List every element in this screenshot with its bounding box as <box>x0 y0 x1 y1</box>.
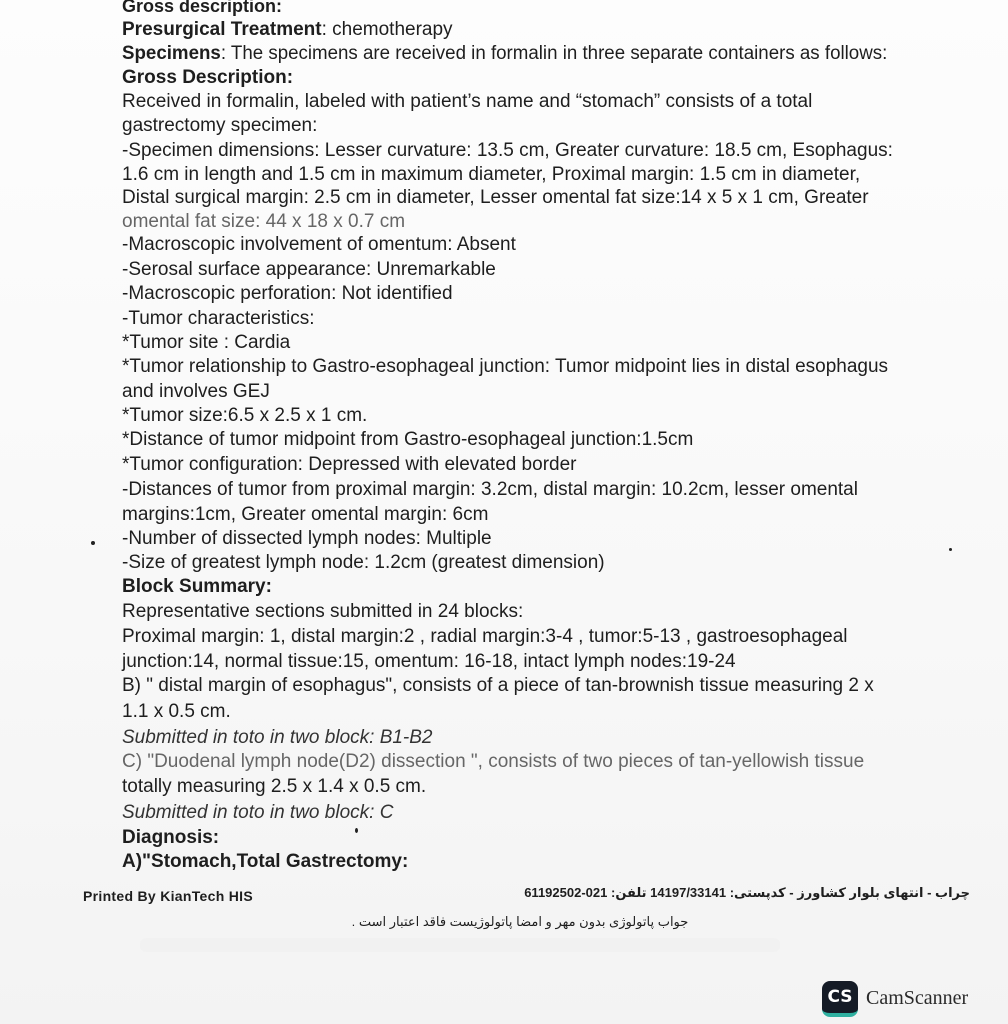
text-line: Proximal margin: 1, distal margin:2 , radial margin:3-4 , tumor:5-13 , gastroesophageal <box>122 626 848 647</box>
text-line: -Serosal surface appearance: Unremarkable <box>122 259 496 280</box>
text-line: -Tumor characteristics: <box>122 308 315 329</box>
scan-smudge <box>140 938 780 952</box>
text-line: -Number of dissected lymph nodes: Multiple <box>122 528 492 549</box>
text-line: C) "Duodenal lymph node(D2) dissection ", consists of two pieces of tan-yellowish tissue <box>122 751 865 772</box>
text-line: *Tumor site : Cardia <box>122 332 291 353</box>
text-line: *Tumor size:6.5 x 2.5 x 1 cm. <box>122 405 368 426</box>
validity-note: جواب پاتولوژی بدون مهر و امضا پاتولوژیست فاقد اعتبار است . <box>351 914 689 929</box>
diagnosis-heading: Diagnosis: <box>122 827 220 848</box>
scan-speck <box>355 828 358 833</box>
text-line: totally measuring 2.5 x 1.4 x 0.5 cm. <box>122 776 427 797</box>
text-line: *Tumor configuration: Depressed with elevated border <box>122 454 577 475</box>
text-line: *Distance of tumor midpoint from Gastro-esophageal junction:1.5cm <box>122 429 694 450</box>
block-summary-heading: Block Summary: <box>122 576 272 597</box>
address-footer: چراب - انتهای بلوار کشاورز - کدپستی: 14197/33141 تلفن: 021-61192502 <box>524 885 970 900</box>
diagnosis-line: A)"Stomach,Total Gastrectomy: <box>122 851 409 872</box>
text-line: gastrectomy specimen: <box>122 115 318 136</box>
text-line: margins:1cm, Greater omental margin: 6cm <box>122 504 489 525</box>
camscanner-logo: CS <box>822 981 858 1017</box>
camscanner-watermark: CamScanner <box>866 987 969 1009</box>
text-line: -Specimen dimensions: Lesser curvature: 13.5 cm, Greater curvature: 18.5 cm, Esophagus: <box>122 140 893 161</box>
text-line: *Tumor relationship to Gastro-esophageal junction: Tumor midpoint lies in distal esophagus <box>122 356 889 377</box>
text-line: omental fat size: 44 x 18 x 0.7 cm <box>122 211 406 232</box>
text-line: -Distances of tumor from proximal margin: 3.2cm, distal margin: 10.2cm, lesser omental <box>122 479 858 500</box>
text-line: 1.6 cm in length and 1.5 cm in maximum diameter, Proximal margin: 1.5 cm in diameter, <box>122 164 861 185</box>
scan-speck <box>949 548 952 551</box>
text-line: -Macroscopic perforation: Not identified <box>122 283 453 304</box>
text-line: Submitted in toto in two block: C <box>122 802 394 823</box>
presurgical-treatment-line: Presurgical Treatment: chemotherapy <box>122 19 453 40</box>
specimens-line: Specimens: The specimens are received in formalin in three separate containers as follows: <box>122 43 888 64</box>
text-line: -Macroscopic involvement of omentum: Absent <box>122 234 516 255</box>
text-line: B) " distal margin of esophagus", consists of a piece of tan-brownish tissue measuring 2 x <box>122 675 874 696</box>
text-line: and involves GEJ <box>122 381 270 402</box>
text-line: Distal surgical margin: 2.5 cm in diameter, Lesser omental fat size:14 x 5 x 1 cm, Greater <box>122 187 869 208</box>
text-line: Representative sections submitted in 24 blocks: <box>122 601 524 622</box>
scan-speck <box>91 541 95 545</box>
text-line: 1.1 x 0.5 cm. <box>122 701 231 722</box>
printed-by-footer: Printed By KianTech HIS <box>83 888 254 904</box>
gross-description-top-heading: Gross description: <box>122 0 283 16</box>
gross-description-heading: Gross Description: <box>122 67 294 88</box>
text-line: Received in formalin, labeled with patient’s name and “stomach” consists of a total <box>122 91 813 112</box>
text-line: -Size of greatest lymph node: 1.2cm (greatest dimension) <box>122 552 605 573</box>
text-line: Submitted in toto in two block: B1-B2 <box>122 727 433 748</box>
text-line: junction:14, normal tissue:15, omentum: 16-18, intact lymph nodes:19-24 <box>122 651 736 672</box>
